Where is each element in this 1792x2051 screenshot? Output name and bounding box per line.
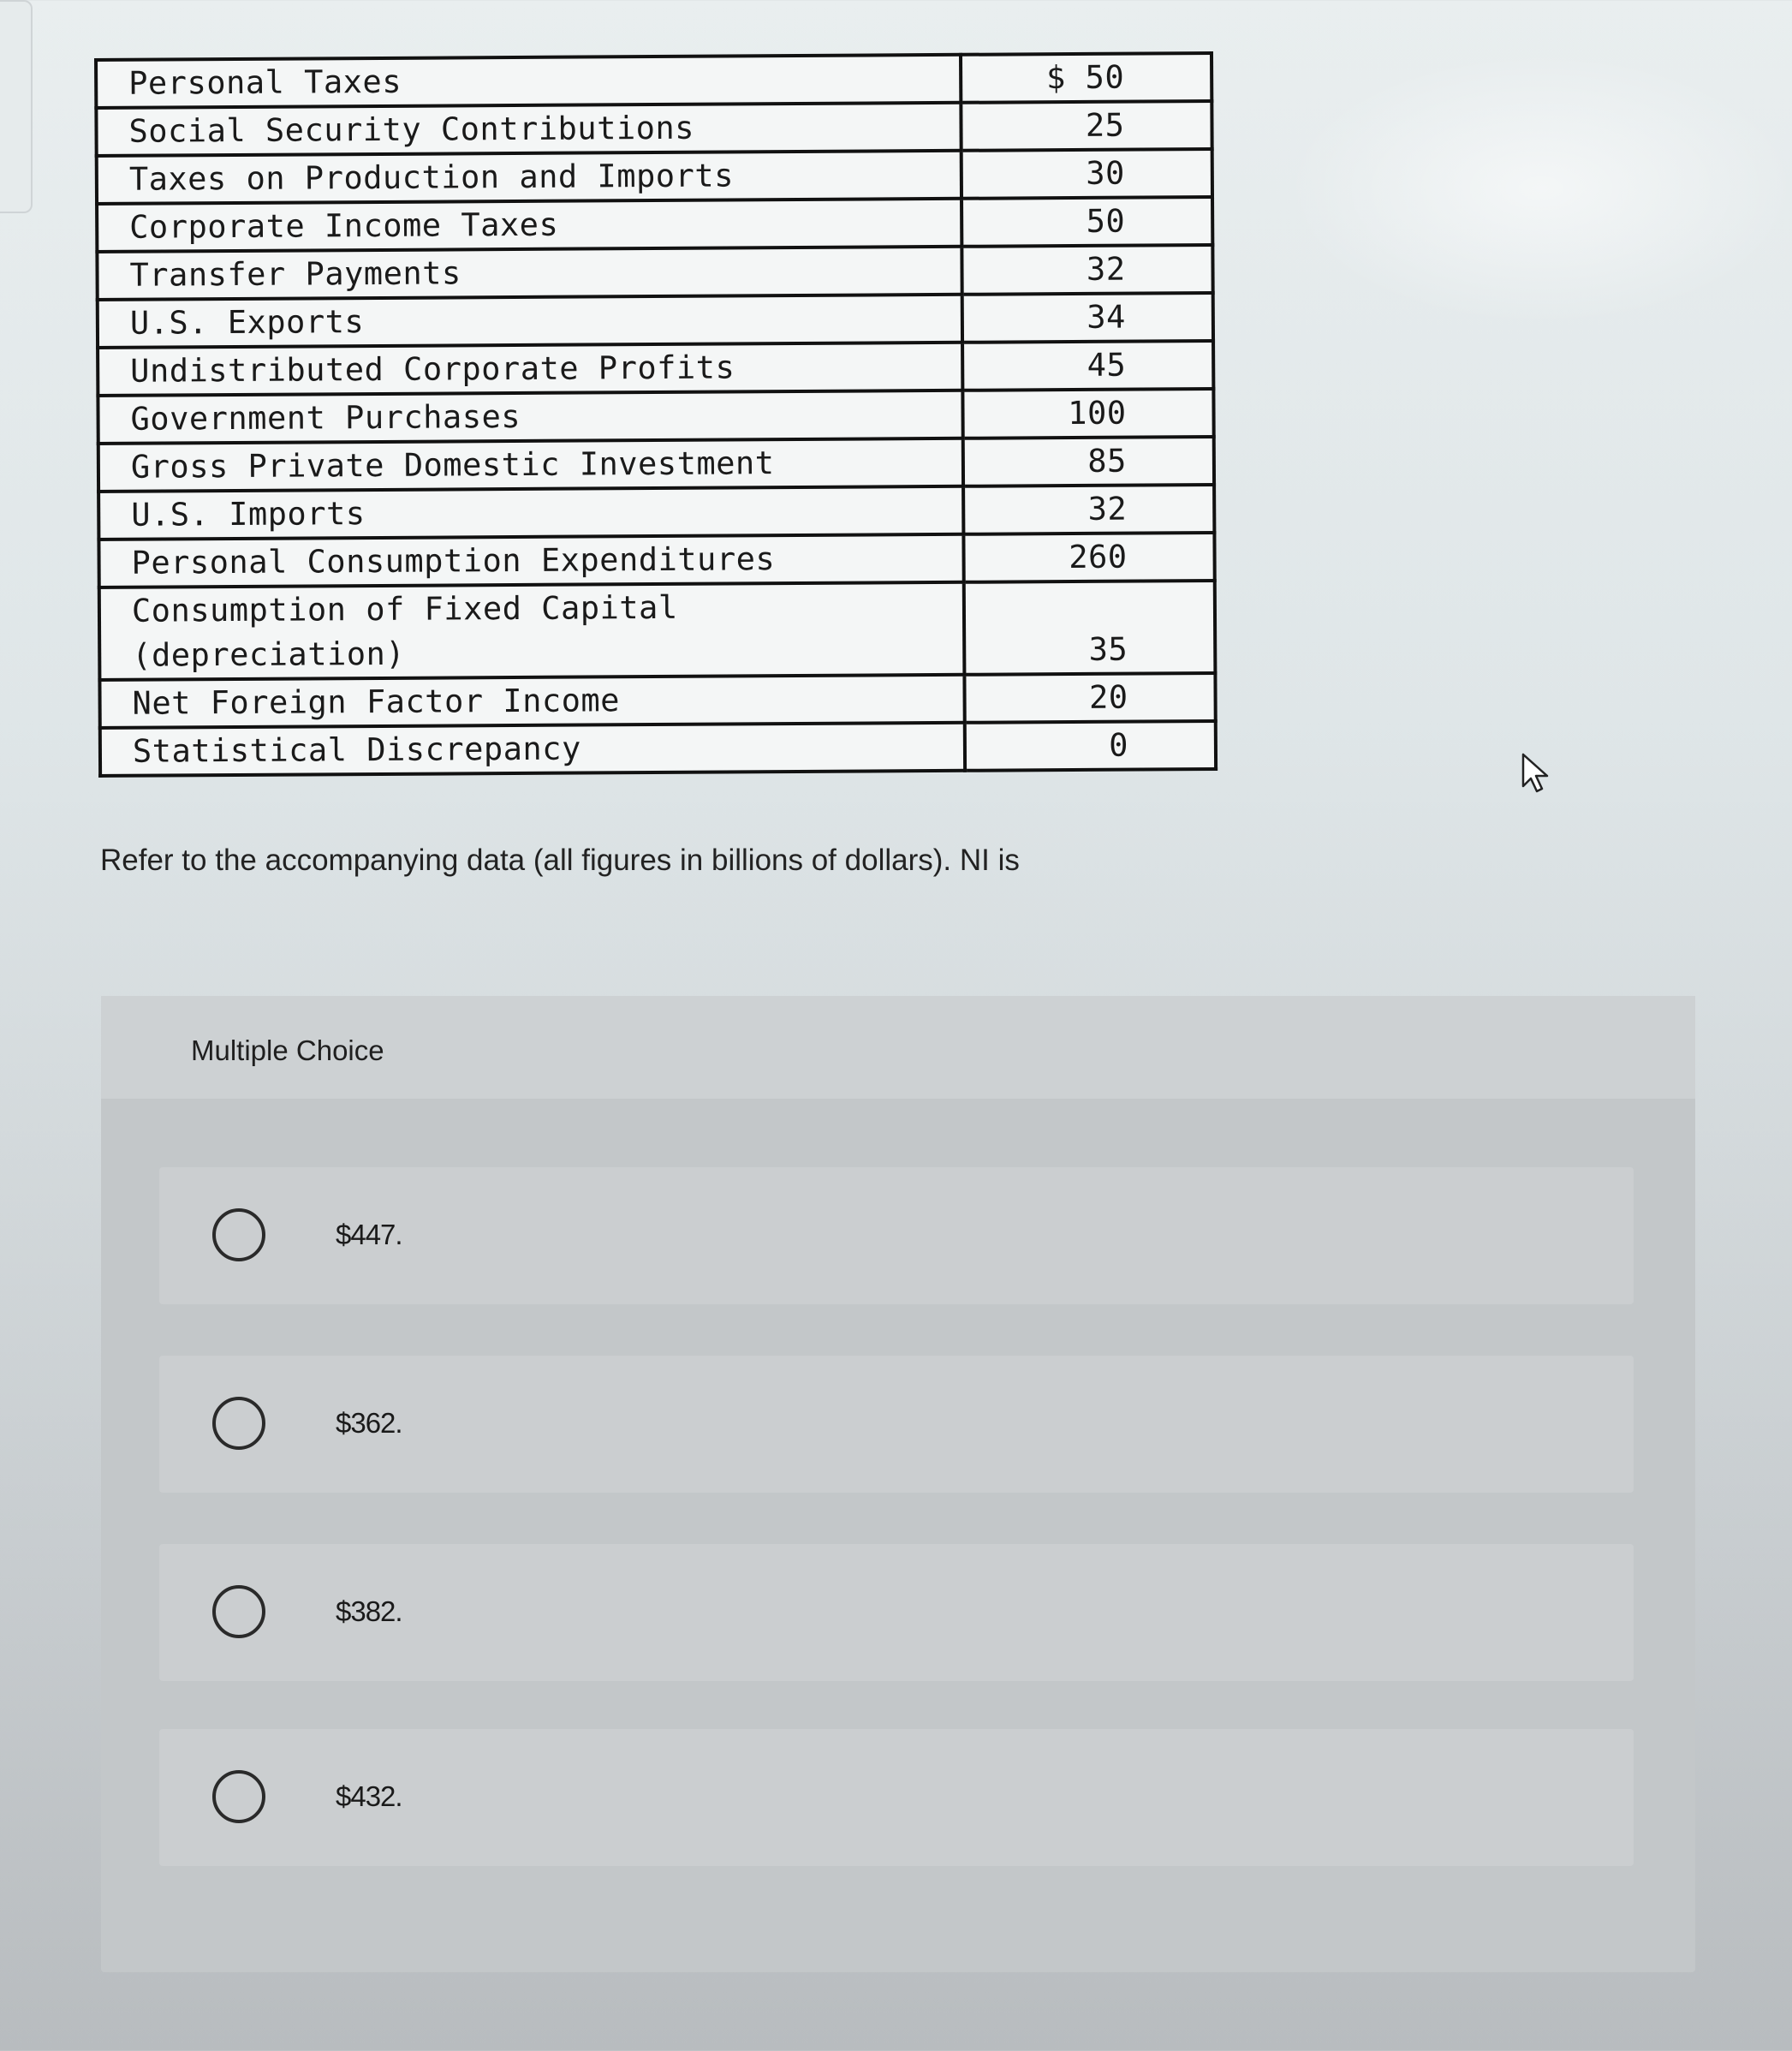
row-value: 32 [961, 245, 1212, 295]
row-value: 100 [962, 389, 1213, 438]
row-label-line: Consumption of Fixed Capital [131, 588, 678, 629]
question-text: Refer to the accompanying data (all figures in billions of dollars). NI is [100, 844, 1020, 877]
table-row [98, 341, 1213, 396]
choice-label: $432. [336, 1780, 402, 1812]
choice-label: $362. [336, 1407, 402, 1439]
row-value: 20 [964, 673, 1215, 723]
radio-unselected-icon[interactable] [212, 1397, 265, 1450]
row-label: Gross Private Domestic Investment [98, 438, 963, 492]
table-row [98, 485, 1214, 540]
row-label-line: (depreciation) [132, 635, 406, 674]
radio-unselected-icon[interactable] [212, 1585, 265, 1638]
radio-unselected-icon[interactable] [212, 1770, 265, 1823]
row-label: Personal Taxes [96, 55, 961, 108]
row-value: 30 [961, 149, 1212, 199]
row-label: Social Security Contributions [96, 103, 961, 156]
table-row [96, 101, 1212, 156]
row-value: 0 [965, 721, 1216, 771]
choice-label: $447. [336, 1219, 402, 1250]
row-value: 35 [964, 581, 1216, 675]
table-row [98, 293, 1213, 348]
table-row [97, 149, 1212, 204]
row-label: Taxes on Production and Imports [97, 151, 961, 204]
row-label: Personal Consumption Expenditures [98, 534, 963, 587]
row-value: 34 [962, 293, 1213, 343]
row-label: Net Foreign Factor Income [99, 675, 964, 728]
table-row [99, 581, 1216, 680]
row-label: Statistical Discrepancy [100, 723, 965, 776]
table-row [98, 389, 1213, 444]
multiple-choice-title: Multiple Choice [191, 1034, 384, 1066]
radio-unselected-icon[interactable] [212, 1208, 265, 1261]
row-label: Transfer Payments [97, 247, 961, 300]
table-row [97, 197, 1212, 252]
table-row [96, 53, 1212, 108]
row-value: 32 [963, 485, 1214, 534]
multiple-choice-header [101, 996, 1695, 1099]
row-value: 85 [963, 437, 1214, 486]
multiple-choice-panel [101, 996, 1695, 1972]
row-label: Government Purchases [98, 391, 962, 444]
row-value: $ 50 [961, 53, 1212, 103]
side-panel-tab[interactable] [0, 0, 33, 213]
table-row [99, 673, 1215, 728]
choice-option-4[interactable] [159, 1729, 1634, 1866]
table-row [98, 533, 1214, 587]
row-value: 25 [961, 101, 1212, 151]
row-value: 45 [962, 341, 1213, 391]
table-row [97, 245, 1212, 300]
row-label: Undistributed Corporate Profits [98, 343, 962, 396]
row-value: 260 [963, 533, 1214, 582]
data-table [94, 51, 1217, 778]
row-value: 50 [961, 197, 1212, 247]
choice-option-2[interactable] [159, 1356, 1634, 1493]
row-label: U.S. Imports [98, 486, 963, 540]
row-label: Corporate Income Taxes [97, 199, 961, 252]
row-label: U.S. Exports [98, 295, 962, 348]
table-row [98, 437, 1214, 492]
choice-option-3[interactable] [159, 1544, 1634, 1681]
choice-label: $382. [336, 1595, 402, 1627]
table-row [100, 721, 1216, 776]
screen-glare [1284, 51, 1792, 325]
choice-option-1[interactable] [159, 1167, 1634, 1304]
mouse-pointer-icon [1520, 752, 1554, 795]
row-label [99, 582, 965, 680]
